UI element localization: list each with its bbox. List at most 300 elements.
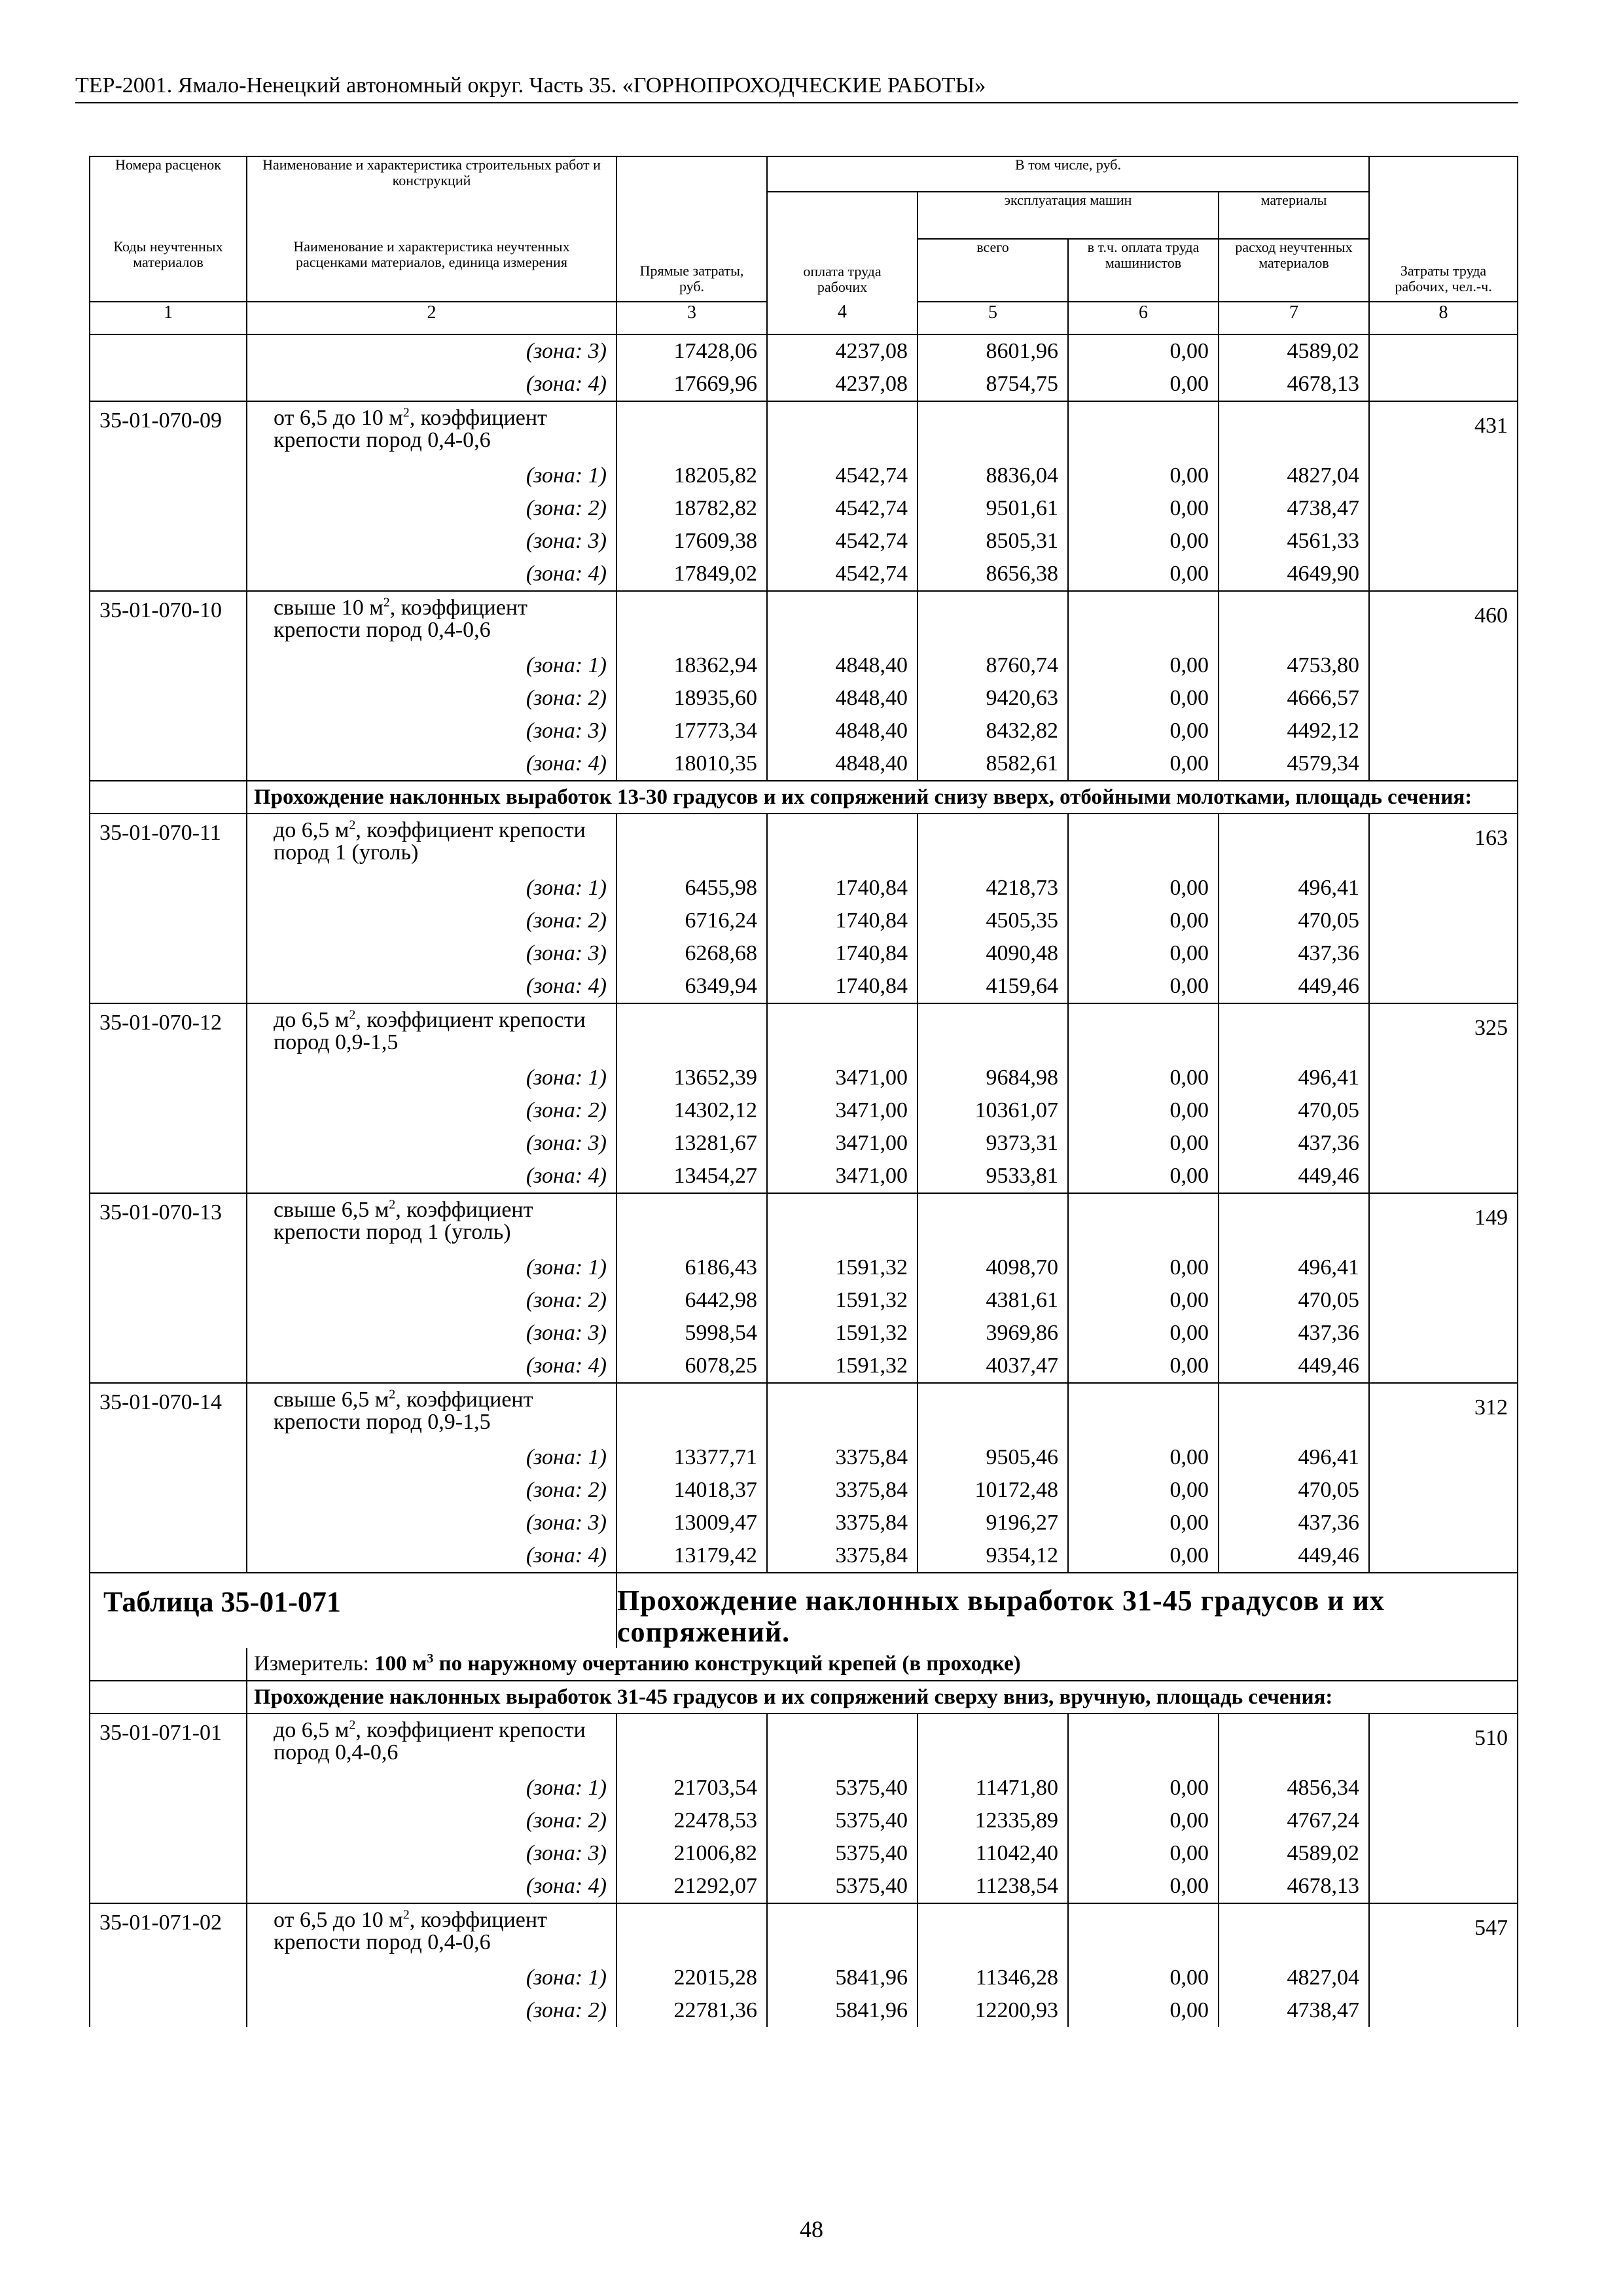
table-row (90, 334, 1518, 368)
value-cell: 8432,82 (918, 715, 1068, 747)
value-cell: 437,36 (1219, 1127, 1369, 1160)
value-cell: 3471,00 (767, 1094, 918, 1127)
value-cell: 1591,32 (767, 1350, 918, 1383)
value-cell: 13009,47 (616, 1507, 767, 1539)
empty-cell (90, 747, 247, 781)
rate-description (247, 1383, 616, 1441)
empty-cell (90, 1539, 247, 1573)
empty-cell (90, 1160, 247, 1193)
empty-cell (1369, 649, 1518, 682)
empty-cell (90, 1474, 247, 1507)
table-row (90, 1094, 1518, 1127)
value-cell: 0,00 (1068, 1870, 1219, 1903)
zone-label: (зона: 3) (247, 1127, 616, 1160)
value-cell: 496,41 (1219, 1441, 1369, 1474)
zone-label: (зона: 1) (247, 1772, 616, 1804)
empty-cell (616, 1713, 767, 1772)
column-numbers (90, 302, 1518, 334)
header-col6: в т.ч. оплата труда машинистов (1068, 239, 1219, 302)
value-cell: 0,00 (1068, 1962, 1219, 1994)
value-cell: 10172,48 (918, 1474, 1068, 1507)
zone-label: (зона: 3) (247, 715, 616, 747)
table-row (90, 1772, 1518, 1804)
header-group: В том числе, руб. (767, 156, 1369, 192)
value-cell: 1740,84 (767, 905, 918, 937)
table-row (90, 1474, 1518, 1507)
empty-cell (1068, 1713, 1219, 1772)
empty-cell (90, 970, 247, 1003)
value-cell: 9420,63 (918, 682, 1068, 715)
labor-cost: 547 (1369, 1903, 1518, 1962)
description-text: от 6,5 до 10 м (274, 1908, 403, 1932)
value-cell: 4678,13 (1219, 1870, 1369, 1903)
value-cell: 4542,74 (767, 492, 918, 525)
empty-cell (918, 1193, 1068, 1251)
value-cell: 4678,13 (1219, 368, 1369, 401)
value-cell: 11346,28 (918, 1962, 1068, 1994)
empty-cell (767, 1713, 918, 1772)
zone-label: (зона: 3) (247, 1507, 616, 1539)
empty-cell (90, 1837, 247, 1870)
rate-description (247, 1713, 616, 1772)
value-cell: 5375,40 (767, 1804, 918, 1837)
value-cell: 9354,12 (918, 1539, 1068, 1573)
zone-label: (зона: 2) (247, 1284, 616, 1317)
rate-code: 35-01-070-14 (90, 1383, 247, 1441)
zone-label: (зона: 2) (247, 1804, 616, 1837)
value-cell: 3375,84 (767, 1441, 918, 1474)
value-cell: 496,41 (1219, 872, 1369, 905)
empty-cell (1369, 1251, 1518, 1284)
empty-cell (90, 1317, 247, 1350)
description-text: , коэффициент крепости пород 0,4-0,6 (274, 596, 527, 642)
empty-cell (90, 1062, 247, 1094)
empty-cell (90, 1870, 247, 1903)
value-cell: 9373,31 (918, 1127, 1068, 1160)
rate-code: 35-01-070-09 (90, 401, 247, 459)
superscript: 2 (402, 405, 410, 420)
empty-cell (1369, 459, 1518, 492)
empty-cell (1068, 591, 1219, 649)
value-cell: 13454,27 (616, 1160, 767, 1193)
section-heading: Прохождение наклонных выработок 13-30 градусов и их сопряжений снизу вверх, отбойными молотками, площадь сечения: (247, 781, 1518, 814)
value-cell: 1740,84 (767, 872, 918, 905)
table-row (90, 905, 1518, 937)
table-row (90, 1994, 1518, 2027)
zone-label: (зона: 2) (247, 682, 616, 715)
superscript: 2 (402, 1907, 410, 1922)
description-text: свыше 6,5 м (274, 1388, 389, 1412)
empty-cell (1369, 334, 1518, 368)
col-number: 3 (616, 302, 767, 334)
labor-cost: 312 (1369, 1383, 1518, 1441)
labor-cost: 163 (1369, 814, 1518, 872)
value-cell: 4856,34 (1219, 1772, 1369, 1804)
description-text: свыше 10 м (274, 596, 383, 620)
value-cell: 496,41 (1219, 1251, 1369, 1284)
zone-label: (зона: 2) (247, 1094, 616, 1127)
empty-cell (90, 649, 247, 682)
value-cell: 449,46 (1219, 970, 1369, 1003)
measure-unit (247, 1648, 1518, 1681)
value-cell: 0,00 (1068, 872, 1219, 905)
zone-label: (зона: 4) (247, 970, 616, 1003)
empty-cell (918, 1903, 1068, 1962)
empty-cell (1369, 1474, 1518, 1507)
value-cell: 13281,67 (616, 1127, 767, 1160)
value-cell: 14018,37 (616, 1474, 767, 1507)
empty-cell (1369, 1994, 1518, 2027)
value-cell: 3375,84 (767, 1474, 918, 1507)
table-title: Прохождение наклонных выработок 31-45 градусов и их сопряжений. (616, 1573, 1518, 1648)
zone-label: (зона: 1) (247, 1251, 616, 1284)
value-cell: 6442,98 (616, 1284, 767, 1317)
value-cell: 0,00 (1068, 715, 1219, 747)
empty-cell (1068, 1193, 1219, 1251)
empty-cell (616, 814, 767, 872)
value-cell: 0,00 (1068, 1441, 1219, 1474)
zone-label: (зона: 4) (247, 1160, 616, 1193)
empty-cell (90, 334, 247, 368)
col-number: 4 (767, 302, 918, 334)
table-row (90, 368, 1518, 401)
value-cell: 14302,12 (616, 1094, 767, 1127)
labor-cost: 510 (1369, 1713, 1518, 1772)
value-cell: 0,00 (1068, 1804, 1219, 1837)
value-cell: 3969,86 (918, 1317, 1068, 1350)
header-col2-bottom: Наименование и характеристика неучтенных расценками материалов, единица измерения (247, 239, 616, 302)
empty-cell (918, 1383, 1068, 1441)
value-cell: 0,00 (1068, 1317, 1219, 1350)
value-cell: 8582,61 (918, 747, 1068, 781)
value-cell: 5375,40 (767, 1772, 918, 1804)
empty-cell (1219, 1003, 1369, 1062)
header-machines: эксплуатация машин (918, 192, 1219, 239)
empty-cell (1068, 1903, 1219, 1962)
value-cell: 6455,98 (616, 872, 767, 905)
col-number: 6 (1068, 302, 1219, 334)
value-cell: 1591,32 (767, 1317, 918, 1350)
value-cell: 0,00 (1068, 1994, 1219, 2027)
value-cell: 4159,64 (918, 970, 1068, 1003)
value-cell: 4090,48 (918, 937, 1068, 970)
empty-cell (1219, 401, 1369, 459)
value-cell: 0,00 (1068, 492, 1219, 525)
value-cell: 5375,40 (767, 1837, 918, 1870)
value-cell: 0,00 (1068, 649, 1219, 682)
zone-label: (зона: 4) (247, 1539, 616, 1573)
empty-cell (90, 492, 247, 525)
value-cell: 17773,34 (616, 715, 767, 747)
rate-code: 35-01-070-10 (90, 591, 247, 649)
superscript: 3 (427, 1651, 434, 1666)
value-cell: 13377,71 (616, 1441, 767, 1474)
empty-cell (918, 1713, 1068, 1772)
empty-cell (1369, 715, 1518, 747)
item-row (90, 1193, 1518, 1251)
zone-label: (зона: 2) (247, 905, 616, 937)
value-cell: 0,00 (1068, 1284, 1219, 1317)
value-cell: 0,00 (1068, 1094, 1219, 1127)
rate-code: 35-01-070-13 (90, 1193, 247, 1251)
table-row (90, 715, 1518, 747)
header-col8: Затраты труда рабочих, чел.-ч. (1369, 156, 1518, 302)
superscript: 2 (349, 1007, 356, 1022)
zone-label: (зона: 2) (247, 1994, 616, 2027)
value-cell: 11238,54 (918, 1870, 1068, 1903)
section-heading: Прохождение наклонных выработок 31-45 градусов и их сопряжений сверху вниз, вручную, площадь сечения: (247, 1681, 1518, 1713)
empty-cell (90, 1441, 247, 1474)
value-cell: 10361,07 (918, 1094, 1068, 1127)
item-row (90, 1383, 1518, 1441)
value-cell: 449,46 (1219, 1350, 1369, 1383)
item-row (90, 401, 1518, 459)
empty-cell (90, 368, 247, 401)
table-row (90, 492, 1518, 525)
value-cell: 4738,47 (1219, 1994, 1369, 2027)
value-cell: 449,46 (1219, 1539, 1369, 1573)
section-heading-row (90, 1681, 1518, 1713)
zone-label: (зона: 1) (247, 649, 616, 682)
value-cell: 3375,84 (767, 1507, 918, 1539)
table-row (90, 1441, 1518, 1474)
value-cell: 0,00 (1068, 1350, 1219, 1383)
empty-cell (616, 1003, 767, 1062)
zone-label: (зона: 4) (247, 1350, 616, 1383)
rate-description (247, 1903, 616, 1962)
value-cell: 6349,94 (616, 970, 767, 1003)
rate-description (247, 591, 616, 649)
empty-cell (1068, 1383, 1219, 1441)
value-cell: 0,00 (1068, 937, 1219, 970)
value-cell: 8601,96 (918, 334, 1068, 368)
value-cell: 4381,61 (918, 1284, 1068, 1317)
value-cell: 17609,38 (616, 525, 767, 558)
rate-code: 35-01-070-11 (90, 814, 247, 872)
value-cell: 4848,40 (767, 649, 918, 682)
value-cell: 4237,08 (767, 334, 918, 368)
value-cell: 0,00 (1068, 1837, 1219, 1870)
section-heading-row (90, 781, 1518, 814)
value-cell: 4037,47 (918, 1350, 1068, 1383)
table-row (90, 1350, 1518, 1383)
value-cell: 4753,80 (1219, 649, 1369, 682)
empty-cell (1369, 558, 1518, 591)
empty-cell (1068, 814, 1219, 872)
empty-cell (1369, 492, 1518, 525)
value-cell: 6268,68 (616, 937, 767, 970)
table-row (90, 1804, 1518, 1837)
value-cell: 6078,25 (616, 1350, 767, 1383)
page-number: 48 (800, 2216, 823, 2242)
empty-cell (1369, 1441, 1518, 1474)
rate-code: 35-01-071-01 (90, 1713, 247, 1772)
description-text: до 6,5 м (274, 1008, 349, 1032)
description-text: , коэффициент крепости пород 1 (уголь) (274, 1198, 533, 1244)
measure-value (374, 1652, 1021, 1676)
empty-cell (1369, 1870, 1518, 1903)
value-cell: 4505,35 (918, 905, 1068, 937)
value-cell: 22781,36 (616, 1994, 767, 2027)
value-cell: 8505,31 (918, 525, 1068, 558)
value-cell: 9505,46 (918, 1441, 1068, 1474)
empty-cell (767, 591, 918, 649)
description-text: , коэффициент крепости пород 0,4-0,6 (274, 1718, 586, 1765)
empty-cell (90, 781, 247, 814)
value-cell: 4589,02 (1219, 1837, 1369, 1870)
value-cell: 1591,32 (767, 1284, 918, 1317)
superscript: 2 (349, 1717, 356, 1732)
labor-cost: 149 (1369, 1193, 1518, 1251)
zone-label: (зона: 4) (247, 1870, 616, 1903)
value-cell: 4827,04 (1219, 1962, 1369, 1994)
table-row (90, 1062, 1518, 1094)
value-cell: 1740,84 (767, 970, 918, 1003)
superscript: 2 (349, 817, 356, 833)
table-row (90, 558, 1518, 591)
value-cell: 4218,73 (918, 872, 1068, 905)
table-row (90, 872, 1518, 905)
value-cell: 4848,40 (767, 682, 918, 715)
value-cell: 4738,47 (1219, 492, 1369, 525)
zone-label: (зона: 3) (247, 334, 616, 368)
table-title-row (90, 1573, 1518, 1648)
value-cell: 0,00 (1068, 1062, 1219, 1094)
value-cell: 0,00 (1068, 1539, 1219, 1573)
item-row (90, 591, 1518, 649)
value-cell: 21006,82 (616, 1837, 767, 1870)
value-cell: 22478,53 (616, 1804, 767, 1837)
value-cell: 21292,07 (616, 1870, 767, 1903)
empty-cell (1369, 1284, 1518, 1317)
value-cell: 0,00 (1068, 334, 1219, 368)
zone-label: (зона: 4) (247, 368, 616, 401)
value-cell: 470,05 (1219, 1094, 1369, 1127)
empty-cell (90, 558, 247, 591)
empty-cell (1369, 525, 1518, 558)
empty-cell (90, 1284, 247, 1317)
table-row (90, 1317, 1518, 1350)
description-text: свыше 6,5 м (274, 1198, 389, 1222)
empty-cell (90, 905, 247, 937)
value-cell: 13652,39 (616, 1062, 767, 1094)
header-col5: всего (918, 239, 1068, 302)
empty-cell (767, 814, 918, 872)
empty-cell (1369, 1062, 1518, 1094)
value-cell: 6716,24 (616, 905, 767, 937)
rate-description (247, 401, 616, 459)
empty-cell (90, 1507, 247, 1539)
empty-cell (90, 1094, 247, 1127)
value-cell: 17669,96 (616, 368, 767, 401)
value-cell: 22015,28 (616, 1962, 767, 1994)
empty-cell (1369, 1350, 1518, 1383)
empty-cell (1369, 682, 1518, 715)
description-text: , коэффициент крепости пород 0,4-0,6 (274, 1908, 547, 1954)
table-row (90, 937, 1518, 970)
table-row (90, 459, 1518, 492)
empty-cell (1369, 368, 1518, 401)
table-row (90, 682, 1518, 715)
item-row (90, 1713, 1518, 1772)
empty-cell (767, 1383, 918, 1441)
superscript: 2 (389, 1387, 396, 1402)
empty-cell (90, 937, 247, 970)
zone-label: (зона: 4) (247, 558, 616, 591)
empty-cell (1219, 1713, 1369, 1772)
description-text: до 6,5 м (274, 1718, 349, 1742)
value-cell: 437,36 (1219, 937, 1369, 970)
header-col4: оплата труда рабочих (767, 192, 918, 302)
table-row (90, 1870, 1518, 1903)
value-cell: 4589,02 (1219, 334, 1369, 368)
zone-label: (зона: 4) (247, 747, 616, 781)
table-row (90, 970, 1518, 1003)
empty-cell (1369, 1127, 1518, 1160)
empty-cell (90, 1681, 247, 1713)
empty-cell (1219, 1383, 1369, 1441)
zone-label: (зона: 2) (247, 492, 616, 525)
empty-cell (90, 1648, 247, 1681)
empty-cell (90, 1962, 247, 1994)
zone-label: (зона: 3) (247, 1317, 616, 1350)
value-cell: 0,00 (1068, 1251, 1219, 1284)
value-cell: 3471,00 (767, 1160, 918, 1193)
header-col2-top: Наименование и характеристика строительных работ и конструкций (247, 156, 616, 239)
value-cell: 0,00 (1068, 1772, 1219, 1804)
zone-label: (зона: 1) (247, 1441, 616, 1474)
value-cell: 5841,96 (767, 1994, 918, 2027)
empty-cell (1369, 1804, 1518, 1837)
value-cell: 18782,82 (616, 492, 767, 525)
empty-cell (90, 715, 247, 747)
value-cell: 8836,04 (918, 459, 1068, 492)
value-cell: 4666,57 (1219, 682, 1369, 715)
value-cell: 0,00 (1068, 1127, 1219, 1160)
value-cell: 4237,08 (767, 368, 918, 401)
value-cell: 4542,74 (767, 558, 918, 591)
rate-description (247, 1003, 616, 1062)
empty-cell (1369, 1507, 1518, 1539)
empty-cell (1219, 1903, 1369, 1962)
empty-cell (767, 1903, 918, 1962)
item-row (90, 1903, 1518, 1962)
value-cell: 0,00 (1068, 970, 1219, 1003)
rate-code: 35-01-071-02 (90, 1903, 247, 1962)
col-number: 5 (918, 302, 1068, 334)
empty-cell (1369, 905, 1518, 937)
table-row (90, 1962, 1518, 1994)
value-cell: 0,00 (1068, 682, 1219, 715)
header-col1-bottom: Коды неучтенных материалов (90, 239, 247, 302)
description-text: , коэффициент крепости пород 0,9-1,5 (274, 1388, 533, 1434)
header-materials: материалы (1219, 192, 1369, 239)
description-text: , коэффициент крепости пород 0,4-0,6 (274, 406, 547, 452)
value-cell: 4492,12 (1219, 715, 1369, 747)
value-cell: 9196,27 (918, 1507, 1068, 1539)
value-cell: 0,00 (1068, 525, 1219, 558)
value-cell: 3471,00 (767, 1062, 918, 1094)
value-cell: 470,05 (1219, 1284, 1369, 1317)
empty-cell (1369, 1962, 1518, 1994)
zone-label: (зона: 1) (247, 1962, 616, 1994)
table-number: Таблица 35-01-071 (90, 1573, 616, 1648)
value-cell: 0,00 (1068, 905, 1219, 937)
value-cell: 4848,40 (767, 747, 918, 781)
empty-cell (90, 682, 247, 715)
value-cell: 8754,75 (918, 368, 1068, 401)
empty-cell (616, 1383, 767, 1441)
